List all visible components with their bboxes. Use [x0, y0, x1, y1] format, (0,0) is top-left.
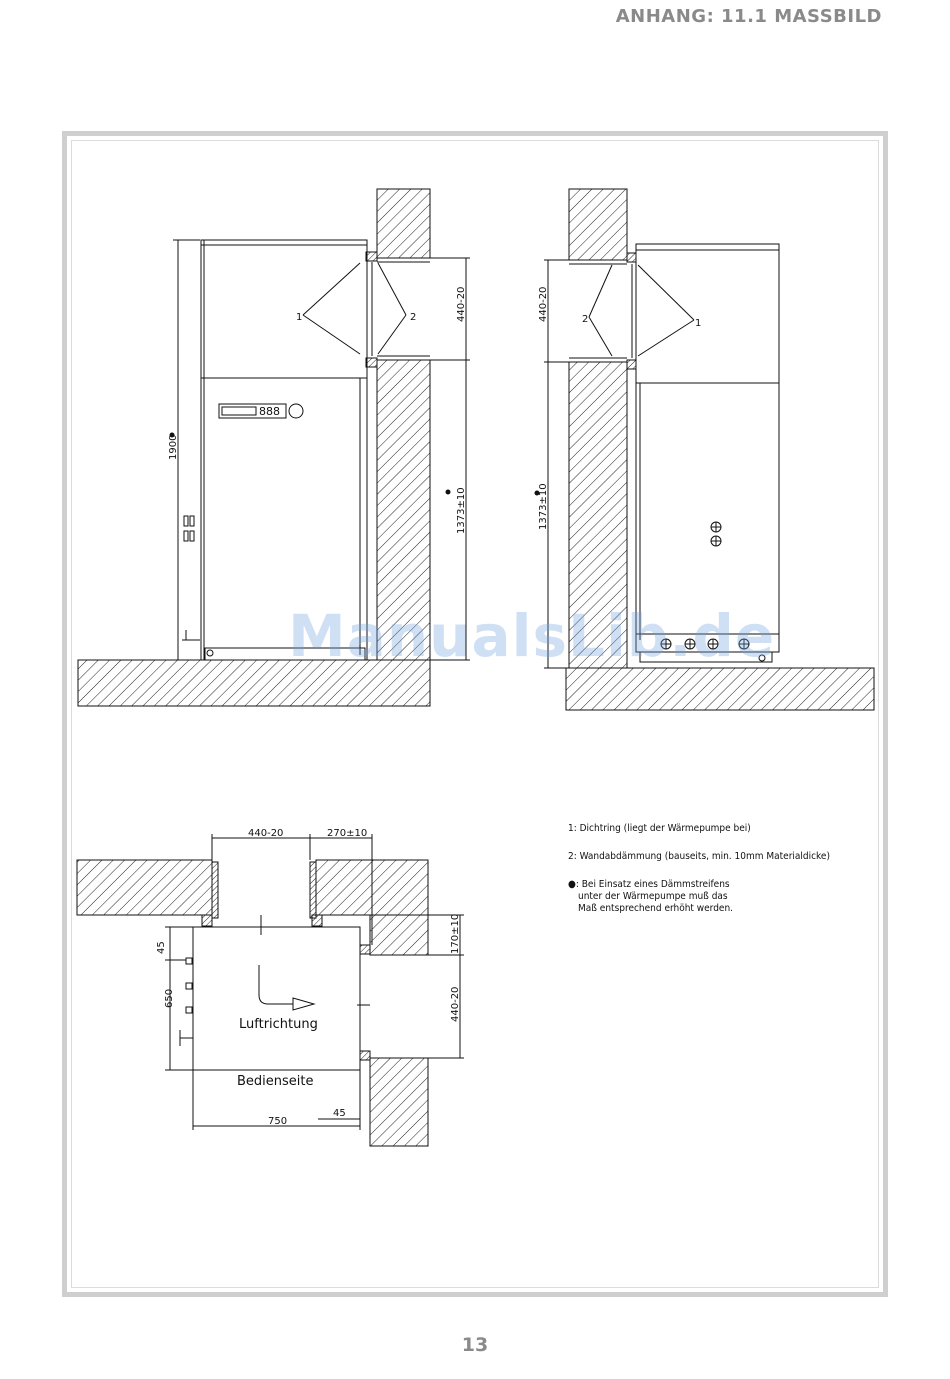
- wall-left-upper: [377, 189, 430, 258]
- plan-wall-right-lower: [370, 1058, 428, 1146]
- dim-bottom-small: 45: [333, 1108, 346, 1119]
- legend-item-3-line2: unter der Wärmepumpe muß das: [578, 891, 728, 902]
- dim-right-opening: 440-20: [450, 986, 461, 1022]
- heat-pump-plan: [193, 927, 360, 1070]
- marker-1-right: 1: [695, 318, 702, 329]
- page-header-title: ANHANG: 11.1 MASSBILD: [615, 6, 882, 27]
- watermark: ManualsLib.de: [288, 602, 776, 670]
- dim-bottom-width: 750: [268, 1116, 288, 1127]
- heat-pump-side-right: [636, 244, 779, 652]
- marker-1-left: 1: [296, 312, 303, 323]
- operating-side-label: Bedienseite: [237, 1074, 314, 1089]
- plan-wall-right-upper: [370, 915, 428, 955]
- dim-height-total: 1900: [168, 434, 179, 460]
- airflow-arrow: [259, 965, 295, 1004]
- legend-item-1: 1: Dichtring (liegt der Wärmepumpe bei): [568, 823, 751, 834]
- page-number: 13: [461, 1334, 489, 1356]
- dim-opening-left: 440-20: [456, 286, 467, 322]
- legend: [568, 823, 830, 915]
- marker-2-left: 2: [410, 312, 417, 323]
- wall-right-upper: [569, 189, 627, 260]
- dim-opening-right: 440-20: [538, 286, 549, 322]
- dim-top-offset: 270±10: [327, 828, 368, 839]
- marker-2-right: 2: [582, 314, 589, 325]
- dim-top-width: 440-20: [248, 828, 284, 839]
- legend-item-3-line1: ●: Bei Einsatz eines Dämmstreifens: [568, 879, 730, 890]
- legend-item-3-line3: Maß entsprechend erhöht werden.: [578, 903, 734, 914]
- control-knob: [289, 404, 303, 418]
- dim-side-b: 650: [164, 988, 175, 1008]
- display-digits: 888: [259, 405, 280, 418]
- plan-view: [77, 834, 464, 1146]
- dim-opening-height-left: 1373±10: [456, 487, 467, 534]
- dim-right-offset: 170±10: [450, 913, 461, 954]
- legend-item-2: 2: Wandabdämmung (bauseits, min. 10mm Materialdicke): [568, 851, 830, 862]
- plan-wall-top-left: [77, 860, 212, 915]
- floor-right: [566, 668, 874, 710]
- dim-side-a: 45: [156, 941, 167, 954]
- dim-opening-height-right: 1373±10: [538, 483, 549, 530]
- heat-pump-side-left: [201, 240, 367, 660]
- airflow-label: Luftrichtung: [239, 1017, 318, 1032]
